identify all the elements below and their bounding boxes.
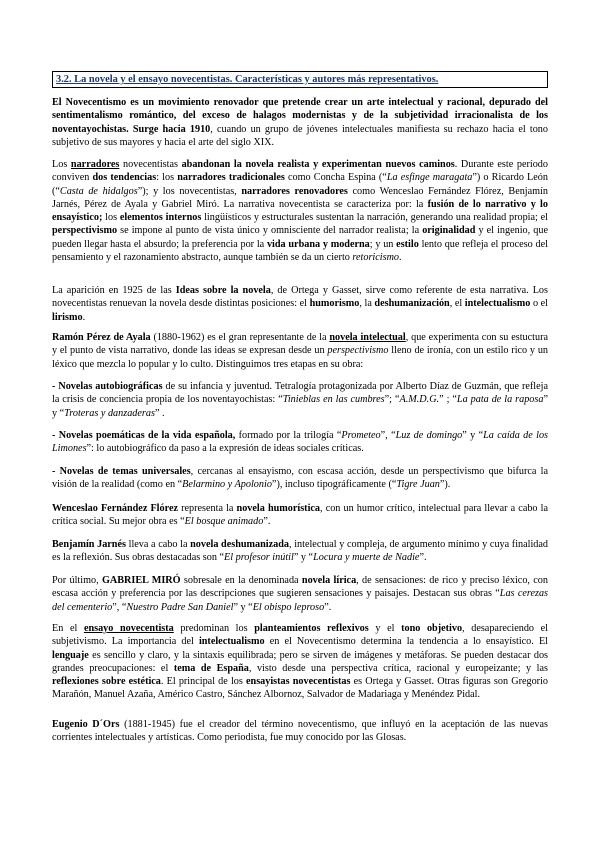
work-title: Tigre Juan — [396, 479, 440, 491]
intro-bold-text: El Novecentismo es un movimiento renovador que pretende crear un arte intelectual y racional, depurado del sentimentalismo romántico, del exceso de halagos modernistas y de la subjetividad irracionalista de los noventayochistas. Surge hacia 1910 — [52, 97, 548, 135]
bold-term: intelectualismo — [198, 636, 265, 648]
text-run: de su infancia y juventud. Tetralogía protagonizada por Alberto Díaz de Guzmán, que refleja la crisis de conciencia propia de los noventayochistas: “ — [52, 381, 549, 406]
bold-term: tono objetivo — [401, 623, 463, 634]
bold-term: vida urbana y moderna — [266, 238, 370, 250]
text-run: (1880-1962) es el gran representante de la — [150, 332, 330, 343]
text-run: en el Novecentismo determina la tendencia a lo ensayístico. El — [264, 636, 548, 648]
bold-term: novela humorística — [236, 503, 321, 514]
text-run: ” ; “ — [439, 394, 457, 406]
text-run: Los — [52, 159, 71, 170]
novelas-poematicas-paragraph — [52, 429, 548, 456]
novelas-temas-universales-paragraph — [52, 465, 548, 492]
text-run: ”), incluso tipográficamente (“ — [271, 479, 397, 491]
bold-term: ensayistas novecentistas — [246, 676, 351, 688]
bold-term: lirismo — [52, 311, 83, 323]
text-run: ”. — [263, 516, 271, 528]
text-run: , intelectual y compleja, de argumento mínimo y cuya finalidad es la reflexión. Sus obras destacadas son “ — [52, 539, 549, 564]
text-run: lingüísticos y estructurales sustentan la narración, generando una realidad propia; el — [201, 212, 549, 224]
bold-term: lenguaje — [52, 649, 89, 661]
jarnes-paragraph — [52, 538, 548, 565]
text-run: formado por la trilogía “ — [235, 430, 342, 441]
text-run: ”. — [324, 601, 332, 613]
work-title: El obispo leproso — [252, 601, 325, 613]
perez-ayala-paragraph — [52, 331, 548, 371]
bold-term: abandonan la novela realista y experimentan nuevos caminos — [181, 159, 455, 170]
work-title: Casta de hidalgos — [59, 185, 138, 197]
text-run: , de Ortega y Gasset, sirve como referente de esta narrativa. Los novecentistas renuevan la novela desde distintas posiciones: el — [52, 285, 548, 310]
work-title: El bosque animado — [184, 516, 264, 528]
text-run: ; y un — [369, 238, 397, 250]
novelas-autobiograficas-paragraph — [52, 380, 548, 420]
text-run: La aparición en 1925 de las — [52, 285, 176, 296]
bold-term: Ramón Pérez de Ayala — [52, 332, 151, 343]
work-title: Belarmino y Apolonio — [182, 479, 272, 491]
work-title: Troteras y danzaderas — [64, 407, 155, 419]
text-run: es sencillo y claro, y la sintaxis equilibrada; pero se sirven de imágenes y metáforas. Se pueden destacar dos grandes preocupaciones: el — [52, 649, 548, 674]
bold-term: ensayo novecentista — [83, 623, 174, 634]
text-run: , el — [449, 298, 465, 310]
text-run: lleno de ironía, con un estilo rico y un léxico que mezcla lo popular y lo culto. Distinguimos tres etapas en su obra: — [52, 345, 549, 370]
text-run: ” . — [154, 407, 165, 419]
text-run: ”); y los novecentistas, — [137, 185, 242, 197]
text-run: ”; “ — [384, 394, 400, 406]
text-run: lento que refleja el proceso del pensamiento y el razonamiento abstracto, aunque también se da un cierto — [52, 238, 548, 264]
bold-term: estilo — [396, 238, 419, 250]
bold-term: novela intelectual — [329, 332, 406, 343]
work-title: Locura y muerte de Nadie — [313, 552, 420, 564]
miro-paragraph — [52, 574, 548, 614]
text-run: y el — [368, 623, 402, 634]
bold-term: dos tendencias — [92, 172, 157, 184]
text-run: ”) o Ricardo León (“ — [52, 172, 548, 197]
bold-term: intelectualismo — [464, 298, 531, 310]
text-run: : los — [156, 172, 178, 184]
text-run: los — [102, 212, 120, 224]
bold-term: fusión de lo narrativo y lo ensayístico; — [52, 198, 548, 224]
text-run: ”, “ — [112, 601, 127, 613]
bold-term: novela lírica — [301, 575, 357, 586]
text-run: y el ingenio, que pueden llegar hasta el absurdo; la preferencia por la — [52, 225, 548, 250]
bold-term: narradores renovadores — [241, 185, 348, 197]
bold-term: Wenceslao Fernández Flórez — [52, 503, 178, 514]
text-run: , con un humor crítico, intelectual para llevar a cabo la crítica social. Su mejor obra es “ — [52, 503, 548, 528]
bold-term: - Novelas autobiográficas — [52, 381, 163, 392]
bold-term: humorismo — [309, 298, 360, 310]
bold-term: elementos internos — [119, 212, 202, 224]
bold-term: reflexiones sobre estética — [52, 676, 161, 688]
text-run: se impone al punto de vista único y omnisciente del narrador realista; la — [117, 225, 423, 237]
text-run: predominan los — [173, 623, 255, 634]
text-run: En el — [52, 623, 84, 634]
work-title: Nuestro Padre San Daniel — [126, 601, 234, 613]
work-title: La caída de los Limones — [52, 430, 549, 455]
section-heading: 3.2. La novela y el ensayo novecentistas. Características y autores más representativos. — [52, 71, 548, 88]
eugenio-dors-paragraph — [52, 718, 548, 745]
text-run: , la — [359, 298, 375, 310]
text-run: ” y “ — [233, 601, 253, 613]
text-run: ”: lo autobiográfico da paso a la expresión de ideas sociales críticas. — [86, 443, 364, 455]
work-title: La pata de la raposa — [456, 394, 544, 406]
bold-term: planteamientos reflexivos — [254, 623, 369, 634]
work-title: Luz de domingo — [395, 430, 463, 441]
work-title: La esfinge maragata — [386, 172, 473, 184]
work-title: A.M.D.G. — [399, 394, 440, 406]
text-run: representa la — [178, 503, 237, 514]
text-run: como Concha Espina (“ — [284, 172, 387, 184]
bold-term: narradores tradicionales — [177, 172, 285, 184]
italic-term: perspectivismo — [327, 345, 389, 357]
italic-term: retoricismo — [352, 252, 400, 264]
text-run: es Ortega y Gasset. Otras figuras son Gregorio Marañón, Manuel Azaña, Américo Castro, Sánchez Albornoz, Salvador de Madariaga y Menéndez Pidal. — [52, 676, 548, 701]
text-run: . — [82, 311, 86, 323]
bold-term: Benjamín Jarnés — [52, 539, 126, 550]
text-run: como Wenceslao Fernández Flórez, Benjamín Jarnés, Pérez de Ayala y Gabriel Miró. La narrativa novecentista se caracteriza por: la — [52, 185, 549, 210]
text-run: Por último, — [52, 575, 102, 586]
bold-term: Eugenio D´Ors — [52, 719, 120, 730]
work-title: Prometeo — [341, 430, 381, 441]
ensayo-paragraph — [52, 622, 548, 702]
narradores-paragraph — [52, 158, 548, 264]
fernandez-florez-paragraph — [52, 502, 548, 529]
text-run: ” y “ — [52, 394, 548, 419]
bold-term: - Novelas poemáticas de la vida española, — [52, 430, 236, 441]
bold-term: GABRIEL MIRÓ — [101, 575, 181, 586]
bold-term: narradores — [70, 159, 120, 170]
text-run: . — [399, 252, 402, 264]
text-run: ”). — [439, 479, 451, 491]
bold-term: novela deshumanizada — [190, 539, 289, 550]
text-run: . El principal de los — [160, 676, 246, 688]
text-run: ”, “ — [380, 430, 396, 441]
text-run: ”. — [419, 552, 427, 564]
text-run: , cercanas al ensayismo, con escasa acción, desde un perspectivismo que bifurca la visión de la realidad (como en “ — [52, 466, 548, 491]
bold-term: perspectivismo — [52, 225, 118, 237]
work-title: El profesor inútil — [224, 552, 294, 564]
text-run: ” y “ — [462, 430, 484, 441]
work-title: Las cerezas del cementerio — [52, 588, 548, 613]
text-run: , visto desde una perspectiva crítica, racional y europeizante; y las — [248, 662, 548, 674]
text-run: , que experimenta con su estuctura y el punto de vista narrativo, donde las ideas se expresan desde un — [52, 332, 548, 357]
bold-term: originalidad — [422, 225, 476, 237]
bold-term: tema de España — [173, 662, 249, 674]
bold-term: - Novelas de temas universales — [52, 466, 191, 477]
work-title: Tinieblas en las cumbres — [282, 394, 385, 406]
text-run: , de sensaciones: de rico y preciso léxico, con escasa acción y preferencia por las descripciones que sugieren sensaciones y paisajes. Destacan sus obras “ — [52, 575, 548, 600]
bold-term: Ideas sobre la novela — [175, 285, 271, 296]
text-run: lleva a cabo la — [125, 539, 191, 550]
text-run: novecentistas — [119, 159, 182, 170]
text-run: o el — [530, 298, 548, 310]
bold-term: deshumanización — [374, 298, 450, 310]
text-run: sobresale en la denominada — [180, 575, 302, 586]
text-run: , desapareciendo el subjetivismo. La importancia del — [52, 623, 548, 648]
text-run: (1881-1945) fue el creador del término novecentismo, que influyó en la aceptación de las nuevas corrientes intelectuales y artísticas. Como periodista, fue muy conocido por las Glosas. — [52, 719, 548, 744]
intro-paragraph — [52, 96, 548, 149]
ideas-novela-paragraph — [52, 284, 548, 324]
text-run: ” y “ — [293, 552, 314, 564]
intro-text: , cuando un grupo de jóvenes intelectuales manifiesta su rechazo hacia el tono subjetivo de sus mayores y hacia el arte del siglo XIX. — [52, 123, 548, 148]
text-run: . Durante este período conviven — [52, 159, 548, 184]
